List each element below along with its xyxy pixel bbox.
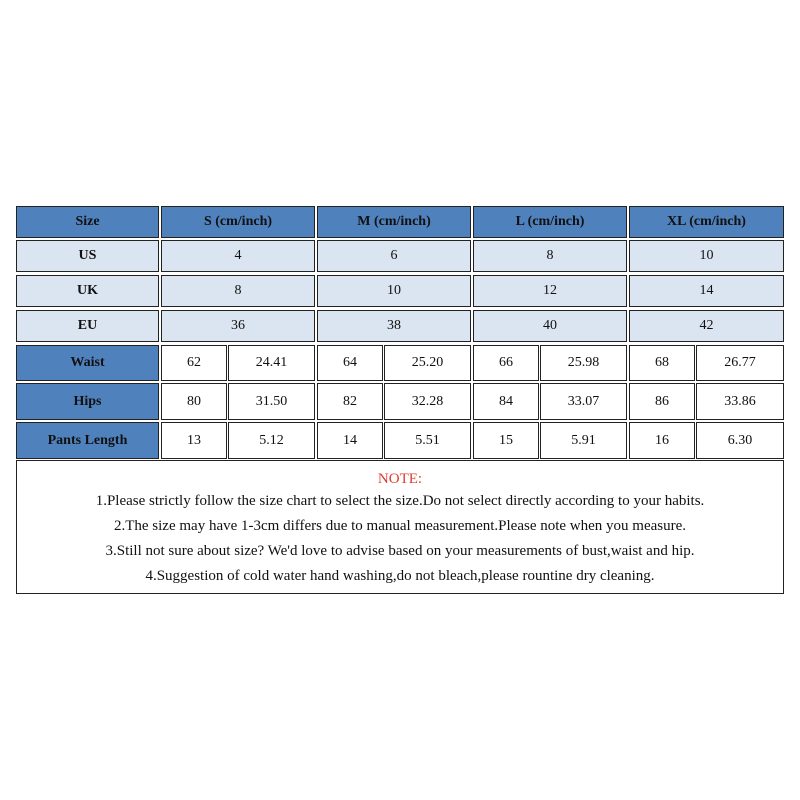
waist-l-cm-cell: 66 — [473, 345, 539, 381]
row-label-pants-length: Pants Length — [16, 422, 159, 459]
waist-m-inch-cell: 25.20 — [384, 345, 471, 381]
row-label-uk: UK — [16, 275, 159, 307]
row-label-waist: Waist — [16, 345, 159, 381]
waist-l-inch-cell: 25.98 — [540, 345, 627, 381]
hips-l-inch-cell: 33.07 — [540, 383, 627, 420]
hips-xl-inch-cell: 33.86 — [696, 383, 784, 420]
us-l-cell: 8 — [473, 240, 627, 272]
note-line-4: 4.Suggestion of cold water hand washing,do not bleach,please rountine dry cleaning. — [145, 568, 655, 584]
row-label-eu: EU — [16, 310, 159, 342]
hips-l-cm-cell: 84 — [473, 383, 539, 420]
note-line-1: 1.Please strictly follow the size chart to select the size.Do not select directly according to your habits. — [95, 493, 705, 509]
eu-m-cell: 38 — [317, 310, 471, 342]
row-label-us: US — [16, 240, 159, 272]
waist-m-cm-cell: 64 — [317, 345, 383, 381]
uk-m-cell: 10 — [317, 275, 471, 307]
waist-s-inch-cell: 24.41 — [228, 345, 315, 381]
waist-s-cm-cell: 62 — [161, 345, 227, 381]
uk-xl-cell: 14 — [629, 275, 784, 307]
us-m-cell: 6 — [317, 240, 471, 272]
eu-l-cell: 40 — [473, 310, 627, 342]
waist-xl-inch-cell: 26.77 — [696, 345, 784, 381]
waist-xl-cm-cell: 68 — [629, 345, 695, 381]
pants-xl-cm-cell: 16 — [629, 422, 695, 459]
header-m-cell: M (cm/inch) — [317, 206, 471, 238]
hips-s-cm-cell: 80 — [161, 383, 227, 420]
hips-m-inch-cell: 32.28 — [384, 383, 471, 420]
hips-s-inch-cell: 31.50 — [228, 383, 315, 420]
note-title: NOTE: — [377, 471, 423, 487]
pants-m-cm-cell: 14 — [317, 422, 383, 459]
hips-m-cm-cell: 82 — [317, 383, 383, 420]
pants-l-cm-cell: 15 — [473, 422, 539, 459]
header-xl-cell: XL (cm/inch) — [629, 206, 784, 238]
hips-xl-cm-cell: 86 — [629, 383, 695, 420]
note-line-2: 2.The size may have 1-3cm differs due to manual measurement.Please note when you measure. — [113, 518, 687, 534]
note-line-3: 3.Still not sure about size? We'd love to advise based on your measurements of bust,waist and hip. — [105, 543, 695, 559]
eu-xl-cell: 42 — [629, 310, 784, 342]
notes-box — [16, 460, 784, 594]
eu-s-cell: 36 — [161, 310, 315, 342]
pants-s-cm-cell: 13 — [161, 422, 227, 459]
pants-s-inch-cell: 5.12 — [228, 422, 315, 459]
us-xl-cell: 10 — [629, 240, 784, 272]
us-s-cell: 4 — [161, 240, 315, 272]
uk-s-cell: 8 — [161, 275, 315, 307]
header-l-cell: L (cm/inch) — [473, 206, 627, 238]
pants-l-inch-cell: 5.91 — [540, 422, 627, 459]
pants-xl-inch-cell: 6.30 — [696, 422, 784, 459]
header-s-cell: S (cm/inch) — [161, 206, 315, 238]
pants-m-inch-cell: 5.51 — [384, 422, 471, 459]
uk-l-cell: 12 — [473, 275, 627, 307]
row-label-hips: Hips — [16, 383, 159, 420]
header-size-cell: Size — [16, 206, 159, 238]
